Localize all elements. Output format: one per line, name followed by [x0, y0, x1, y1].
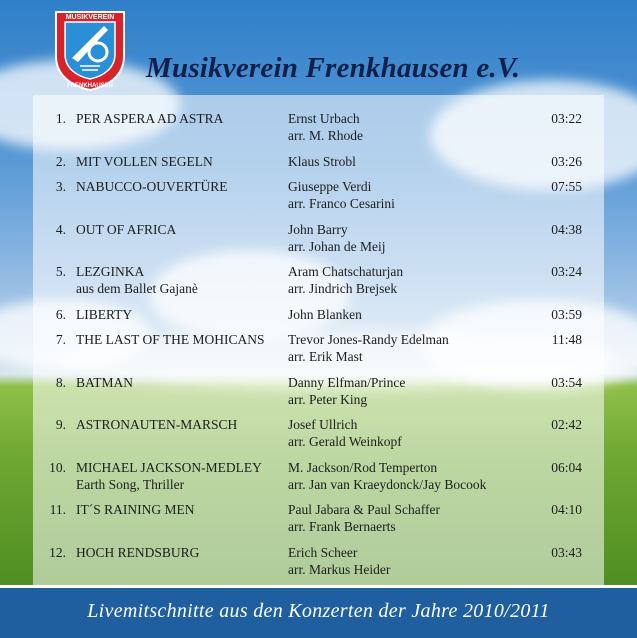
track-arranger: arr. Peter King [288, 392, 368, 407]
footer-caption: Livemitschnitte aus den Konzerten der Jahre 2010/2011 [87, 600, 550, 622]
track-number: 5. [55, 264, 66, 279]
club-crest-logo [52, 6, 128, 92]
track-arranger: arr. Jindrich Brejsek [288, 281, 398, 296]
track-duration: 04:10 [551, 502, 582, 517]
track-duration: 03:54 [551, 375, 582, 390]
track-composer: Giuseppe Verdi [288, 179, 372, 194]
track-title: NABUCCO-OUVERTÜRE [76, 179, 228, 194]
track-duration: 06:04 [551, 460, 582, 475]
track-duration: 03:24 [551, 264, 582, 279]
track-composer: Paul Jabara & Paul Schaffer [288, 502, 440, 517]
track-subtitle: Earth Song, Thriller [76, 477, 185, 492]
track-number: 8. [55, 375, 66, 390]
track-composer: Danny Elfman/Prince [288, 375, 406, 390]
track-title: OUT OF AFRICA [76, 222, 177, 237]
track-composer: Ernst Urbach [288, 111, 360, 126]
track-composer: Josef Ullrich [288, 417, 358, 432]
track-arranger: arr. Frank Bernaerts [288, 519, 396, 534]
track-subtitle: aus dem Ballet Gajanè [76, 281, 198, 296]
track-title: MIT VOLLEN SEGELN [76, 154, 213, 169]
track-composer: Aram Chatschaturjan [288, 264, 404, 279]
footer-bar [0, 585, 637, 638]
track-composer: M. Jackson/Rod Temperton [288, 460, 438, 475]
track-arranger: arr. Gerald Weinkopf [288, 434, 402, 449]
track-title: MICHAEL JACKSON-MEDLEY [76, 460, 262, 475]
track-number: 10. [49, 460, 66, 475]
track-title: LIBERTY [76, 307, 133, 322]
track-number: 12. [49, 545, 66, 560]
track-title: HOCH RENDSBURG [76, 545, 200, 560]
track-number: 9. [55, 417, 66, 432]
track-arranger: arr. Johan de Meij [288, 239, 386, 254]
track-number: 2. [55, 154, 66, 169]
svg-text:MUSIKVEREIN: MUSIKVEREIN [65, 14, 115, 21]
track-number: 4. [55, 222, 66, 237]
track-composer: John Blanken [288, 307, 362, 322]
track-composer: Klaus Strobl [288, 154, 356, 169]
track-title: ASTRONAUTEN-MARSCH [76, 417, 238, 432]
track-duration: 04:38 [551, 222, 582, 237]
track-number: 11. [49, 502, 66, 517]
track-arranger: arr. Erik Mast [288, 349, 363, 364]
svg-text:FRENKHAUSEN: FRENKHAUSEN [66, 83, 114, 89]
track-composer: Erich Scheer [288, 545, 358, 560]
track-arranger: arr. Franco Cesarini [288, 196, 395, 211]
track-number: 7. [55, 332, 66, 347]
track-composer: Trevor Jones-Randy Edelman [288, 332, 449, 347]
track-title: IT´S RAINING MEN [76, 502, 195, 517]
page-title: Musikverein Frenkhausen e.V. [146, 52, 521, 84]
track-duration: 07:55 [551, 179, 582, 194]
track-duration: 03:22 [551, 111, 582, 126]
track-duration: 11:48 [551, 332, 582, 347]
track-number: 6. [55, 307, 66, 322]
track-duration: 03:26 [551, 154, 582, 169]
track-duration: 03:43 [551, 545, 582, 560]
track-number: 1. [55, 111, 66, 126]
track-composer: John Barry [288, 222, 348, 237]
track-title: LEZGINKA [76, 264, 145, 279]
track-arranger: arr. Markus Heider [288, 562, 391, 577]
track-number: 3. [55, 179, 66, 194]
track-title: THE LAST OF THE MOHICANS [76, 332, 265, 347]
track-duration: 03:59 [551, 307, 582, 322]
track-arranger: arr. Jan van Kraeydonck/Jay Bocook [288, 477, 487, 492]
track-arranger: arr. M. Rhode [288, 128, 363, 143]
track-title: PER ASPERA AD ASTRA [76, 111, 224, 126]
track-duration: 02:42 [551, 417, 582, 432]
track-title: BATMAN [76, 375, 134, 390]
